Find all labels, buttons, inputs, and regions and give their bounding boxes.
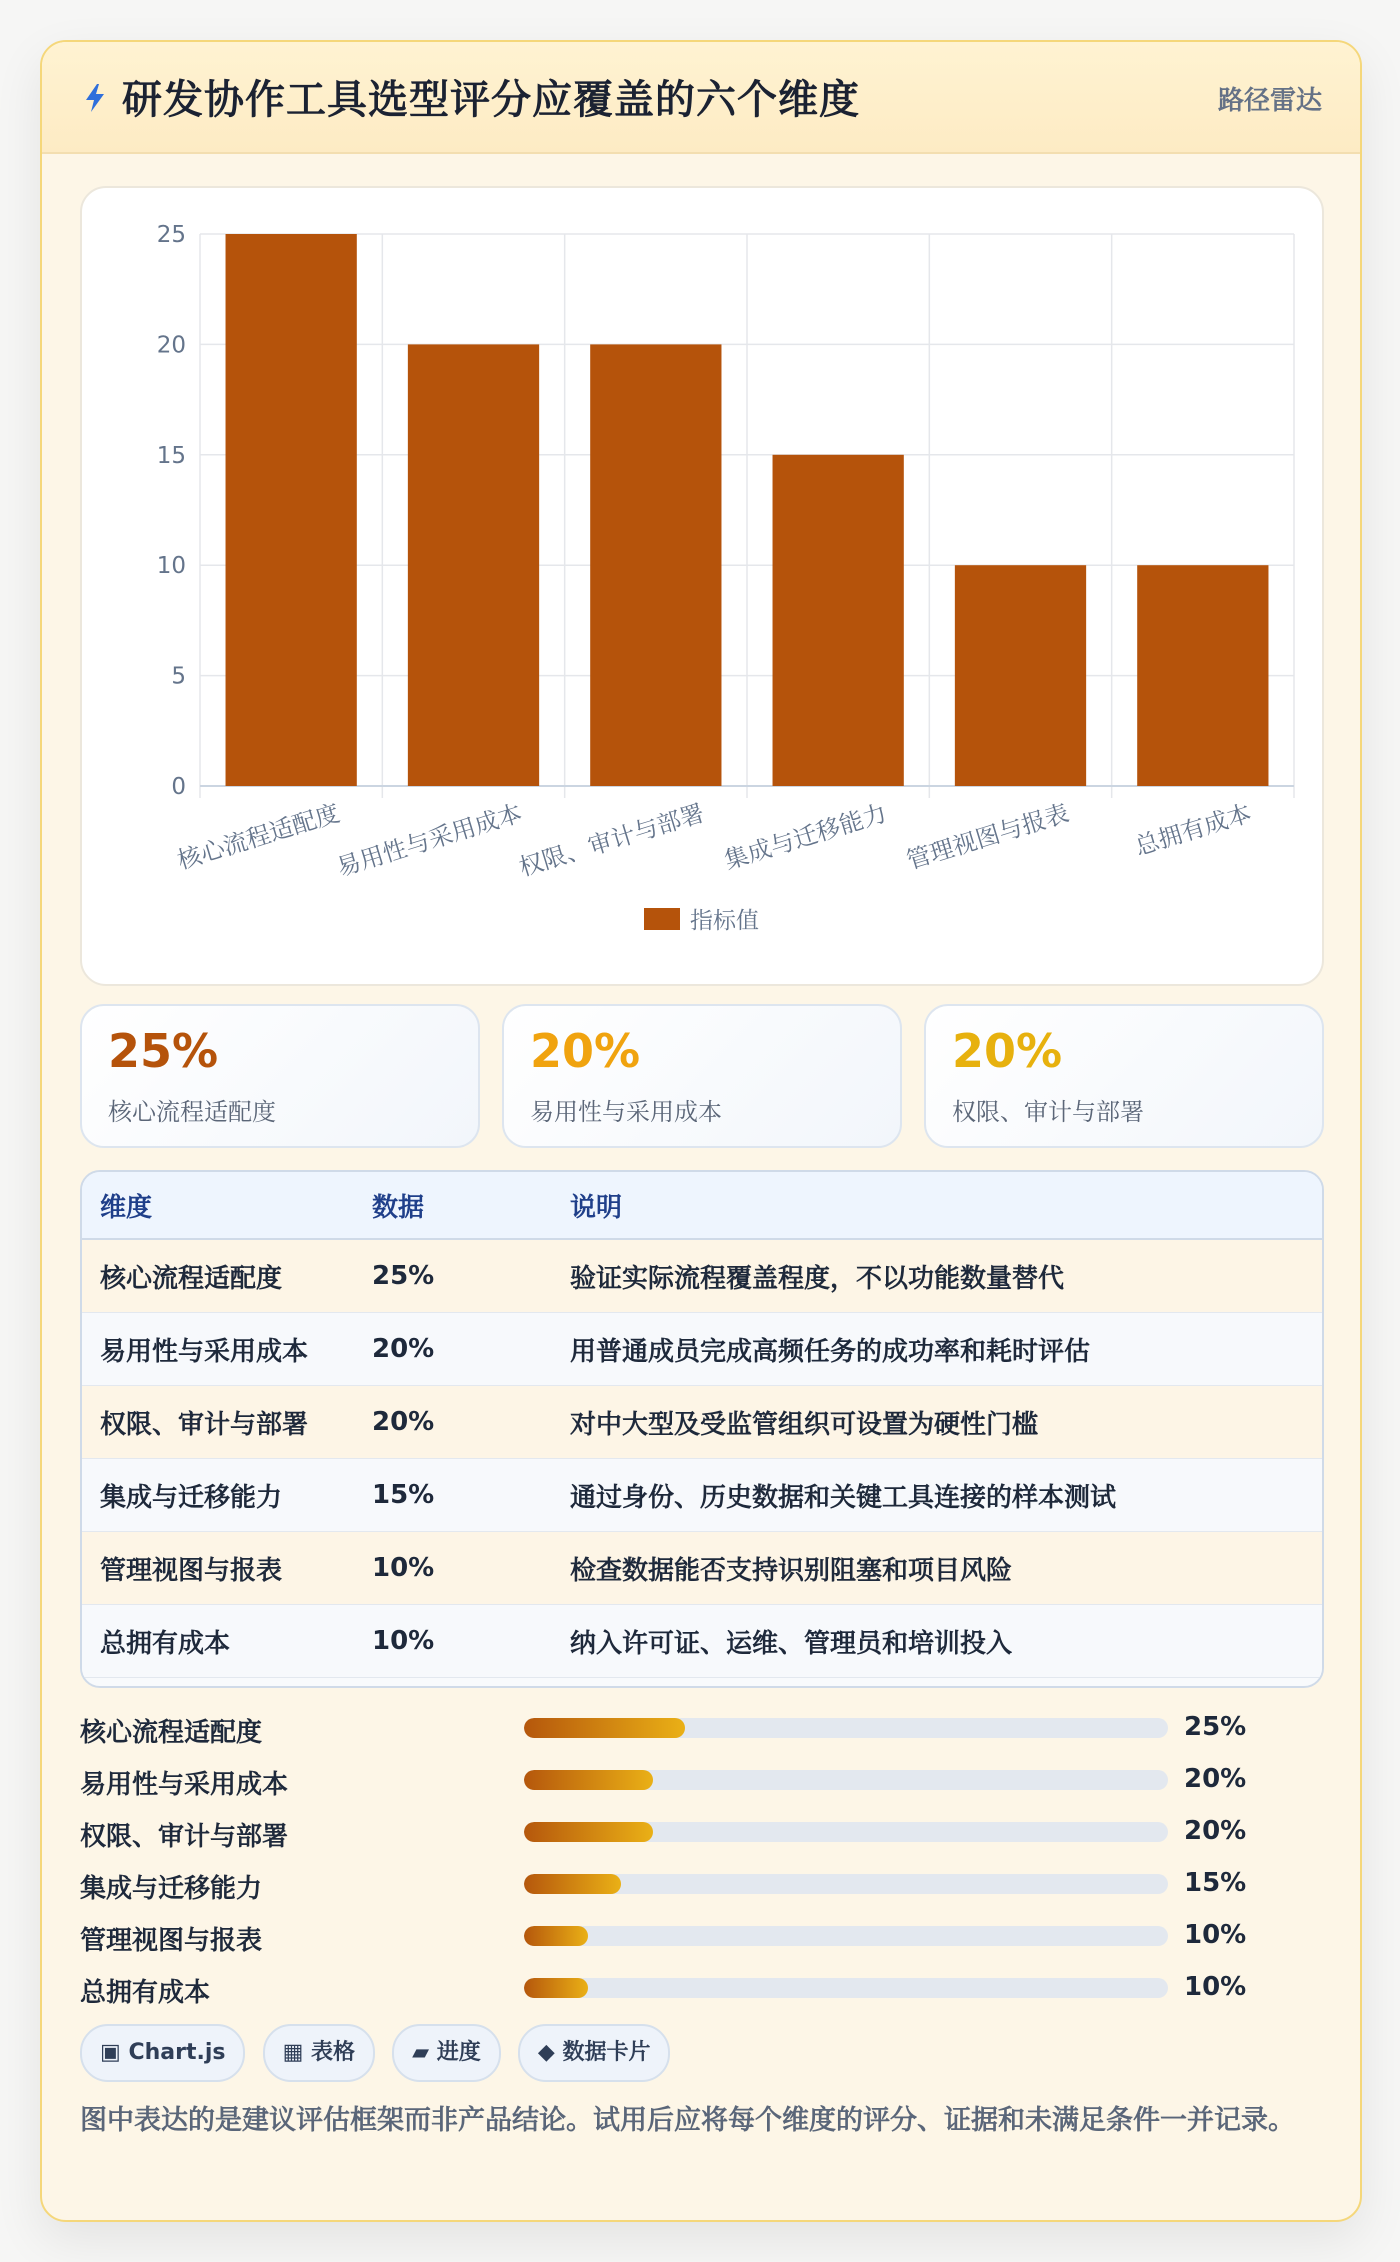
chip-label: Chart.js [128, 2040, 226, 2065]
table-row [82, 1386, 1322, 1459]
table-row [82, 1313, 1322, 1386]
table-cell: 集成与迁移能力 [82, 1459, 354, 1532]
table-header-row [82, 1172, 1322, 1239]
table-cell: 核心流程适配度 [82, 1239, 354, 1313]
progress-value: 15% [1184, 1868, 1247, 1898]
data-table [80, 1170, 1324, 1688]
report-card [40, 40, 1362, 2222]
progress-row [80, 1910, 1320, 1962]
table-cell: 10% [354, 1532, 552, 1605]
table-cell: 总拥有成本 [82, 1605, 354, 1678]
progress-label: 集成与迁移能力 [80, 1874, 263, 1904]
chip-label: 数据卡片 [562, 2040, 651, 2065]
chip-chartjs[interactable] [80, 2024, 245, 2082]
progress-label: 总拥有成本 [80, 1978, 211, 2008]
chip-data-cards[interactable] [518, 2024, 671, 2082]
bar [590, 344, 721, 786]
x-tick-label: 管理视图与报表 [903, 798, 1073, 875]
footnote: 图中表达的是建议评估框架而非产品结论。试用后应将每个维度的评分、证据和未满足条件一并记录。 [80, 2105, 1295, 2136]
progress-track [524, 1822, 1168, 1842]
stat-card [80, 1004, 480, 1148]
progress-value: 25% [1184, 1712, 1247, 1742]
x-tick-label: 权限、审计与部署 [515, 798, 708, 882]
table-cell: 管理视图与报表 [82, 1532, 354, 1605]
bar [408, 344, 539, 786]
x-tick-label: 易用性与采用成本 [333, 798, 526, 882]
progress-track [524, 1978, 1168, 1998]
bar-chart-panel [80, 186, 1324, 986]
legend-swatch [644, 908, 680, 930]
column-header: 维度 [82, 1172, 354, 1239]
progress-row [80, 1702, 1320, 1754]
lightning-icon [82, 82, 108, 114]
progress-list [80, 1702, 1320, 2022]
table-icon: ▦ [282, 2040, 304, 2065]
progress-fill [524, 1822, 653, 1842]
progress-label: 权限、审计与部署 [80, 1822, 289, 1852]
y-tick-label: 15 [156, 442, 186, 469]
progress-track [524, 1926, 1168, 1946]
progress-row [80, 1806, 1320, 1858]
table-cell: 15% [354, 1459, 552, 1532]
table-cell: 易用性与采用成本 [82, 1313, 354, 1386]
progress-label: 核心流程适配度 [80, 1718, 263, 1748]
card-icon: ◆ [537, 2040, 555, 2065]
stat-card [924, 1004, 1324, 1148]
stat-value: 20% [952, 1024, 1063, 1078]
table-cell: 20% [354, 1313, 552, 1386]
stat-value: 20% [530, 1024, 641, 1078]
chip-label: 表格 [311, 2040, 356, 2065]
table-row [82, 1532, 1322, 1605]
progress-value: 10% [1184, 1920, 1247, 1950]
progress-row [80, 1858, 1320, 1910]
x-tick-label: 总拥有成本 [1131, 798, 1255, 861]
y-tick-label: 25 [156, 222, 186, 248]
chart-icon: ▣ [100, 2040, 121, 2065]
table-cell: 10% [354, 1605, 552, 1678]
progress-fill [524, 1874, 621, 1894]
y-tick-label: 5 [171, 663, 186, 690]
legend-label: 指标值 [690, 908, 759, 934]
progress-label: 管理视图与报表 [80, 1926, 263, 1956]
bar [773, 455, 904, 786]
progress-value: 20% [1184, 1816, 1247, 1846]
x-tick-label: 核心流程适配度 [174, 798, 343, 875]
header-tag: 路径雷达 [1217, 86, 1322, 116]
progress-value: 20% [1184, 1764, 1247, 1794]
y-tick-label: 10 [156, 553, 186, 580]
table-cell: 通过身份、历史数据和关键工具连接的样本测试 [552, 1459, 1322, 1532]
progress-fill [524, 1978, 588, 1998]
page-title: 研发协作工具选型评分应覆盖的六个维度 [122, 77, 860, 123]
table-cell: 25% [354, 1239, 552, 1313]
y-tick-label: 0 [171, 774, 186, 800]
chip-table[interactable] [263, 2024, 375, 2082]
table-cell: 验证实际流程覆盖程度，不以功能数量替代 [552, 1239, 1322, 1313]
progress-track [524, 1770, 1168, 1790]
card-header [42, 42, 1360, 154]
progress-value: 10% [1184, 1972, 1247, 2002]
stat-value: 25% [108, 1024, 219, 1078]
progress-fill [524, 1770, 653, 1790]
table-cell: 权限、审计与部署 [82, 1386, 354, 1459]
stat-card [502, 1004, 902, 1148]
table-cell: 对中大型及受监管组织可设置为硬性门槛 [552, 1386, 1322, 1459]
progress-fill [524, 1926, 588, 1946]
table-cell: 纳入许可证、运维、管理员和培训投入 [552, 1605, 1322, 1678]
progress-icon: ▰ [412, 2040, 430, 2065]
table-cell: 20% [354, 1386, 552, 1459]
chip-progress[interactable] [392, 2024, 501, 2082]
progress-fill [524, 1718, 685, 1738]
table-row [82, 1459, 1322, 1532]
progress-track [524, 1718, 1168, 1738]
column-header: 数据 [354, 1172, 552, 1239]
table-cell: 检查数据能否支持识别阻塞和项目风险 [552, 1532, 1322, 1605]
progress-row [80, 1962, 1320, 2014]
bar [226, 234, 357, 786]
y-tick-label: 20 [156, 332, 186, 359]
stat-label: 核心流程适配度 [108, 1098, 276, 1126]
bar [1137, 565, 1268, 786]
column-header: 说明 [552, 1172, 1322, 1239]
chip-label: 进度 [436, 2040, 481, 2065]
table-cell: 用普通成员完成高频任务的成功率和耗时评估 [552, 1313, 1322, 1386]
tag-chips [80, 2024, 1320, 2084]
bar [955, 565, 1086, 786]
stat-label: 权限、审计与部署 [952, 1098, 1144, 1126]
progress-label: 易用性与采用成本 [80, 1770, 289, 1800]
progress-track [524, 1874, 1168, 1894]
stat-label: 易用性与采用成本 [530, 1098, 722, 1126]
table-row [82, 1239, 1322, 1313]
bar-chart [82, 188, 1322, 984]
progress-row [80, 1754, 1320, 1806]
x-tick-label: 集成与迁移能力 [721, 798, 890, 875]
table-row [82, 1605, 1322, 1678]
